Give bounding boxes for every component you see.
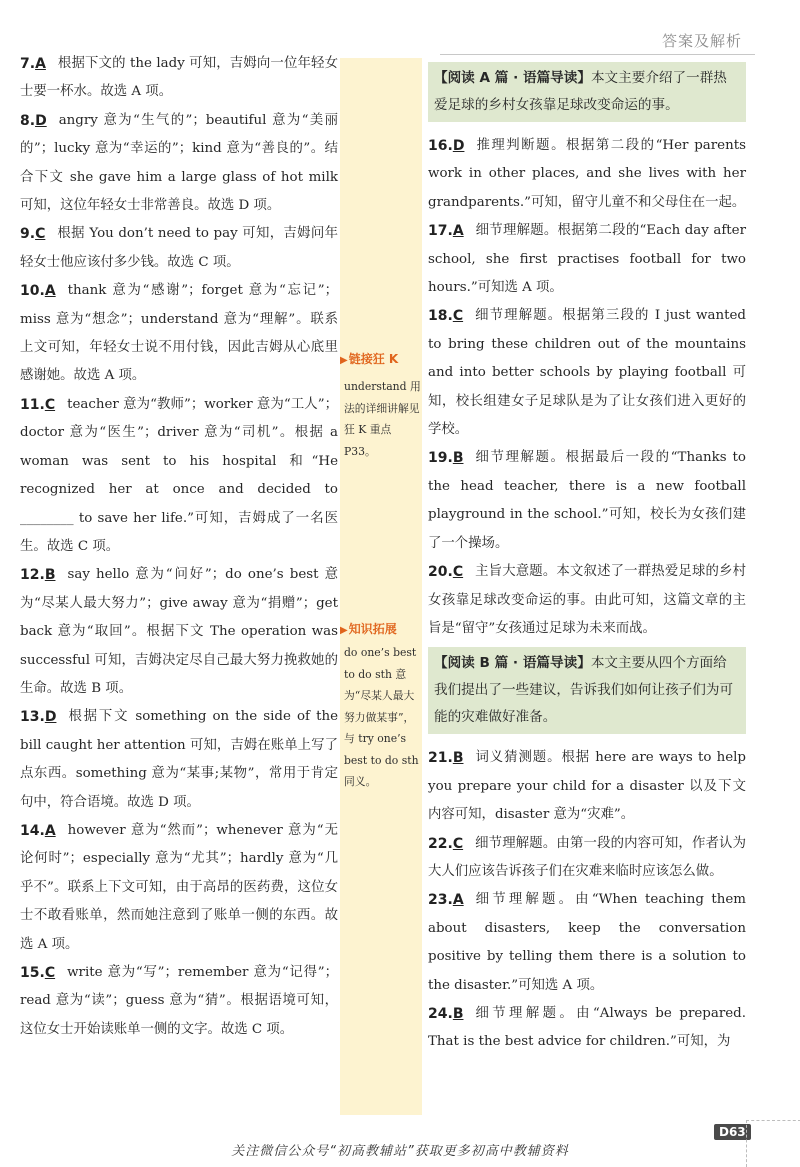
entry-answer: C [35, 226, 46, 243]
entry-text: 细节理解题。根据最后一段的“Thanks to the head teacher, there is a new football playground in the school.”可知，校长为女孩们建了一个操场。 [428, 450, 746, 551]
answer-entry [20, 107, 338, 221]
entry-text: 细节理解题。由“When teaching them about disasters, keep the conversation positive by telling them there is a solution to the disaster.”可知选 A 项。 [428, 892, 746, 993]
entry-answer: C [452, 835, 464, 852]
entry-answer: D [35, 112, 47, 129]
entry-number: 20.C [428, 564, 464, 581]
guide-text: 本文主要从四个方面给我们提出了一些建议，告诉我们如何让孩子们为可能的灾难做好准备。 [434, 655, 734, 726]
link-note-text: understand 用法的详细讲解见狂 K 重点 P33。 [344, 380, 421, 458]
entry-number: 11.C [20, 396, 56, 413]
entry-answer: C [452, 564, 464, 581]
entry-text: 根据下文的 the lady 可知，吉姆向一位年轻女士要一杯水。故选 A 项。 [20, 56, 338, 100]
entry-number: 12.B [20, 567, 56, 584]
entry-text: angry 意为“生气的”；beautiful 意为“美丽的”；lucky 意为“幸运的”；kind 意为“善良的”。结合下文 she gave him a large glass of hot milk 可知，这位年轻女士非常善良。故选 D 项。 [20, 112, 338, 214]
answer-entry [428, 558, 746, 643]
arrow-right-icon: ▶ [340, 625, 348, 636]
entry-answer: C [44, 396, 56, 413]
answer-entry [20, 959, 338, 1044]
entry-text: teacher 意为“教师”；worker 意为“工人”；doctor 意为“医生”；driver 意为“司机”。根据 a woman was sent to his hospital 和“He recognized her at once and decided to ________ to save her life.”可知，吉姆成了一名医生。故选 C 项。 [20, 396, 338, 554]
entry-answer: A [452, 892, 464, 909]
entry-answer: C [452, 308, 464, 325]
entry-text: 细节理解题。由“Always be prepared. That is the best advice for children.”可知，为 [428, 1005, 746, 1050]
footer-promo-text: 关注微信公众号“初高教辅站”获取更多初高中教辅资料 [231, 1144, 569, 1159]
entry-answer: A [35, 56, 46, 72]
answer-entry [20, 703, 338, 817]
entry-text: 主旨大意题。本文叙述了一群热爱足球的乡村女孩靠足球改变命运的事。由此可知，这篇文章的主旨是“留守”女孩通过足球为未来而战。 [428, 564, 746, 636]
margin-notes-column [340, 58, 422, 1115]
guide-text: 本文主要介绍了一群热爱足球的乡村女孩靠足球改变命运的事。 [434, 70, 727, 113]
entry-text: say hello 意为“问好”；do one’s best 意为“尽某人最大努力”；give away 意为“捐赠”；get back 意为“取回”。根据下文 The operation was successful 可知，吉姆决定尽自己最大努力挽救她的生命。故选 B 项。 [20, 567, 338, 696]
answer-entry [428, 302, 746, 444]
answer-entry [428, 1000, 746, 1057]
entry-number: 22.C [428, 835, 464, 852]
guide-tag: 【阅读 B 篇 · 语篇导读】 [434, 655, 591, 672]
entry-text: 推理判断题。根据第二段的“Her parents work in other places, and she lives with her grandparents.”可知，留守儿童不和父母住在一起。 [428, 138, 746, 210]
entry-answer: C [44, 965, 56, 981]
entry-text: 根据下文 something on the side of the bill caught her attention 可知，吉姆在账单上写了点东西。something 意为“某事;某物”，常用于肯定句中，符合语境。故选 D 项。 [20, 709, 338, 810]
entry-number: 8.D [20, 112, 47, 129]
entry-answer: B [44, 567, 56, 584]
page-header-title: 答案及解析 [661, 32, 742, 50]
entry-number: 23.A [428, 892, 464, 909]
answer-entry [428, 886, 746, 1000]
entry-text: thank 意为“感谢”；forget 意为“忘记”；miss 意为“想念”；understand 意为“理解”。联系上文可知，年轻女士说不用付钱，因此吉姆从心底里感谢她。故选 A 项。 [20, 283, 338, 384]
entry-number: 21.B [428, 750, 464, 767]
entry-answer: D [452, 138, 465, 154]
entry-text: 词义猜测题。根据 here are ways to help you prepare your child for a disaster 以及下文内容可知，disaster 意为“灾难”。 [428, 750, 746, 823]
answer-entry [20, 220, 338, 277]
entry-text: 细节理解题。根据第三段的 I just wanted to bring these children out of the mountains and into better schools by playing football 可知，校长组建女子足球队是为了让女孩们进入更好的学校。 [428, 308, 746, 438]
ext-note-tag [340, 620, 397, 637]
reading-a-guide [428, 62, 746, 122]
answer-entry [20, 277, 338, 391]
entry-answer: B [452, 450, 464, 467]
ext-note-text: do one’s best to do sth 意为“尽某人最大努力做某事”，与 try one’s best to do sth 同义。 [344, 646, 419, 788]
answer-entry [428, 132, 746, 217]
entry-answer: A [452, 223, 464, 240]
entry-answer: B [452, 1005, 464, 1022]
left-answer-column [20, 50, 338, 1044]
entry-number: 24.B [428, 1005, 464, 1022]
entry-number: 19.B [428, 450, 464, 467]
entry-number: 7.A [20, 56, 46, 72]
entry-text: 细节理解题。根据第二段的“Each day after school, she first practises football for two hours.”可知选 A 项。 [428, 223, 746, 296]
entry-text: 根据 You don’t need to pay 可知，吉姆问年轻女士他应该付多少钱。故选 C 项。 [20, 226, 338, 270]
entry-answer: D [44, 709, 57, 726]
header-rule [440, 54, 755, 55]
entry-number: 17.A [428, 223, 464, 240]
reading-b-guide [428, 647, 746, 734]
answer-entry [20, 50, 338, 107]
answer-entry [20, 391, 338, 561]
arrow-right-icon: ▶ [340, 355, 348, 366]
entry-number: 18.C [428, 308, 464, 325]
answer-entry [20, 817, 338, 959]
entry-number: 15.C [20, 965, 56, 981]
answer-entry [428, 744, 746, 829]
answer-entry [428, 830, 746, 887]
entry-number: 16.D [428, 138, 465, 154]
answer-entry [20, 561, 338, 703]
link-note-tag-label: 链接狂 K [348, 352, 399, 366]
entry-text: however 意为“然而”；whenever 意为“无论何时”；especially 意为“尤其”；hardly 意为“几乎不”。联系上下文可知，由于高昂的医药费，这位女士不敢看账单，然而她注意到了账单一侧的东西。故选 A 项。 [20, 822, 338, 952]
answer-entry [428, 444, 746, 558]
entry-number: 10.A [20, 283, 56, 300]
entry-number: 14.A [20, 822, 56, 839]
right-answer-column [428, 58, 746, 1057]
ext-note-tag-label: 知识拓展 [348, 622, 397, 636]
entry-answer: A [44, 822, 56, 839]
entry-number: 13.D [20, 709, 57, 726]
answer-entry [428, 217, 746, 302]
entry-answer: B [452, 750, 464, 767]
link-note-tag [340, 350, 398, 367]
entry-number: 9.C [20, 226, 46, 243]
guide-tag: 【阅读 A 篇 · 语篇导读】 [434, 70, 591, 86]
entry-text: write 意为“写”；remember 意为“记得”；read 意为“读”；guess 意为“猜”。根据语境可知，这位女士开始读账单一侧的文字。故选 C 项。 [20, 965, 338, 1037]
page-number-badge: D63 [714, 1124, 751, 1140]
entry-text: 细节理解题。由第一段的内容可知，作者认为大人们应该告诉孩子们在灾难来临时应该怎么做。 [428, 835, 746, 879]
entry-answer: A [44, 283, 56, 300]
